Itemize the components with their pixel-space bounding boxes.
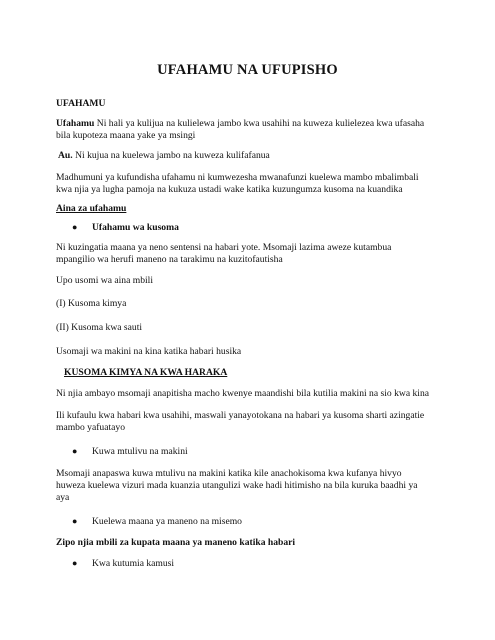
definition-text: Ni hali ya kulijua na kulielewa jambo kwa usahihi na kuweza kulielezea kwa ufasaha — [94, 118, 425, 129]
madhumuni-line-1: Madhumuni ya kufundisha ufahamu ni kumwezesha mwanafunzi kuelewa mambo mbalimbali — [56, 172, 419, 183]
alternative-definition — [58, 149, 270, 162]
zipo-heading: Zipo njia mbili za kupata maana ya maneno katika habari — [56, 537, 296, 548]
aina-heading: Aina za ufahamu — [56, 203, 127, 214]
bullet-kwa-kutumia-kamusi: Kwa kutumia kamusi — [92, 558, 175, 569]
au-term: Au. — [58, 150, 73, 161]
kuzingatia-line-2: mpangilio wa herufi maneno na tarakimu na kuzitofautisha — [56, 254, 283, 265]
msomaji-line-3: aya — [56, 492, 70, 503]
msomaji-line-2: huweza kuelewa vizuri mada kuanzia utangulizi wake hadi hitimisho na bila kuruka baadhi ya — [56, 480, 418, 491]
bullet-kuwa-mtulivu: Kuwa mtulivu na makini — [92, 446, 188, 457]
ili-line-2: mambo yafuatayo — [56, 422, 125, 433]
bullet-icon: ● — [72, 446, 78, 456]
bullet-icon: ● — [72, 558, 78, 568]
definition-line-2: bila kupoteza maana yake ya msingi — [56, 130, 196, 141]
bullet-icon: ● — [72, 516, 78, 526]
bullet-icon: ● — [72, 222, 78, 232]
heading-ufahamu: UFAHAMU — [56, 98, 106, 109]
au-text: Ni kujua na kuelewa jambo na kuweza kulifafanua — [72, 150, 270, 161]
upo-usomi: Upo usomi wa aina mbili — [56, 275, 153, 286]
bullet-kuelewa-maana: Kuelewa maana ya maneno na misemo — [92, 516, 242, 527]
document-title: UFAHAMU NA UFUPISHO — [157, 62, 338, 78]
madhumuni-line-2: kwa njia ya lugha pamoja na kukuza ustadi wake katika kuzungumza kusoma na kuandika — [56, 184, 403, 195]
kusoma-kimya-heading: KUSOMA KIMYA NA KWA HARAKA — [64, 367, 228, 378]
list-item-kusoma-kwa-sauti: (II) Kusoma kwa sauti — [56, 322, 143, 333]
list-item-kusoma-kimya: (I) Kusoma kimya — [56, 298, 127, 309]
kimya-text: Ni njia ambayo msomaji anapitisha macho kwenye maandishi bila kutilia makini na sio kwa kina — [56, 388, 430, 399]
kuzingatia-line-1: Ni kuzingatia maana ya neno sentensi na habari yote. Msomaji lazima aweze kutambua — [56, 242, 392, 253]
ili-line-1: Ili kufaulu kwa habari kwa usahihi, maswali yanayotokana na habari ya kusoma sharti azingatie — [56, 410, 425, 421]
usomaji-text: Usomaji wa makini na kina katika habari husika — [56, 346, 242, 357]
bullet-ufahamu-wa-kusoma: Ufahamu wa kusoma — [92, 222, 179, 233]
msomaji-line-1: Msomaji anapaswa kuwa mtulivu na makini katika kile anachokisoma kwa kufanya hivyo — [56, 468, 402, 479]
definition-term: Ufahamu — [56, 118, 95, 129]
